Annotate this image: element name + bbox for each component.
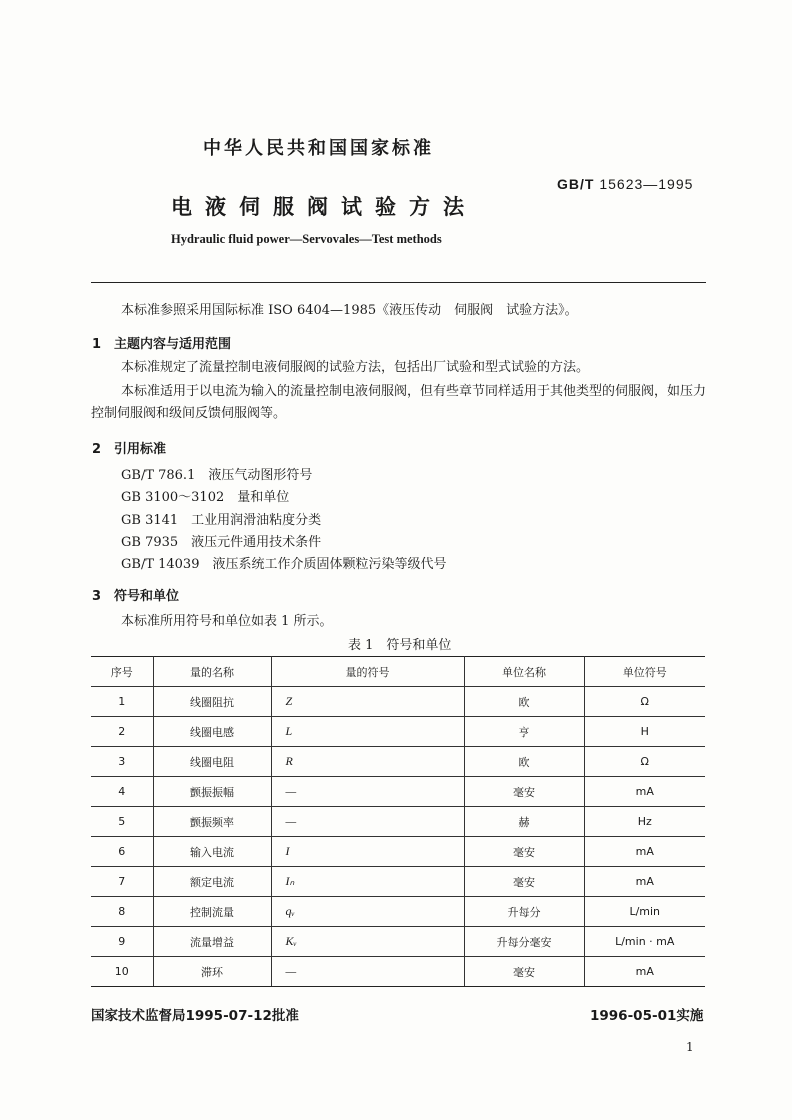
- cell-quantity: 颤振振幅: [153, 777, 271, 807]
- standard-number: [557, 176, 693, 192]
- table-row: [91, 777, 705, 807]
- cell-unit-name: 毫安: [464, 777, 584, 807]
- table-row: [91, 687, 705, 717]
- national-standard-heading: 中华人民共和国国家标准: [203, 138, 434, 159]
- cell-unit-symbol: Ω: [584, 747, 705, 777]
- cell-unit-name: 亨: [464, 717, 584, 747]
- section-1-number: 1: [92, 337, 102, 352]
- cell-unit-name: 欧: [464, 747, 584, 777]
- cell-unit-symbol: L/min · mA: [584, 927, 705, 957]
- cell-symbol: qᵥ: [271, 897, 464, 927]
- table-row: [91, 717, 705, 747]
- cell-unit-name: 毫安: [464, 957, 584, 987]
- symbols-units-table: [91, 656, 705, 987]
- reference-code: GB/T 14039: [121, 557, 200, 573]
- cell-no: 1: [91, 687, 153, 717]
- cell-symbol: —: [271, 777, 464, 807]
- section-1-paragraph-1: 本标准规定了流量控制电液伺服阀的试验方法，包括出厂试验和型式试验的方法。: [121, 360, 590, 375]
- cell-unit-name: 毫安: [464, 837, 584, 867]
- cell-quantity: 滞环: [153, 957, 271, 987]
- cell-no: 10: [91, 957, 153, 987]
- cell-unit-symbol: Ω: [584, 687, 705, 717]
- cell-no: 8: [91, 897, 153, 927]
- table-row: [91, 927, 705, 957]
- section-2-number: 2: [92, 442, 102, 457]
- cell-symbol: Kᵥ: [271, 927, 464, 957]
- section-3-heading: [92, 585, 179, 604]
- cell-no: 2: [91, 717, 153, 747]
- cell-unit-name: 升每分毫安: [464, 927, 584, 957]
- approval-line: 国家技术监督局1995-07-12批准: [91, 1008, 299, 1024]
- header-divider: [91, 282, 706, 283]
- cell-unit-symbol: Hz: [584, 807, 705, 837]
- table-row: [91, 957, 705, 987]
- reference-item: [121, 465, 447, 487]
- header-cell: 量的名称: [153, 657, 271, 687]
- document-title-cn: 电液伺服阀试验方法: [171, 195, 477, 219]
- page-number: 1: [686, 1040, 694, 1054]
- intro-paragraph: 本标准参照采用国际标准 ISO 6404—1985《液压传动 伺服阀 试验方法》。: [121, 303, 578, 318]
- reference-name: 工业用润滑油粘度分类: [191, 512, 322, 528]
- cell-no: 3: [91, 747, 153, 777]
- header-cell: 量的符号: [271, 657, 464, 687]
- reference-name: 量和单位: [237, 490, 290, 506]
- reference-code: GB 3100～3102: [121, 490, 225, 506]
- table-header-row: [91, 657, 705, 687]
- cell-quantity: 颤振频率: [153, 807, 271, 837]
- document-title-en: Hydraulic fluid power—Servovales—Test methods: [171, 232, 442, 246]
- section-3-title: 符号和单位: [114, 589, 180, 604]
- cell-quantity: 线圈电感: [153, 717, 271, 747]
- cell-quantity: 流量增益: [153, 927, 271, 957]
- cell-symbol: —: [271, 957, 464, 987]
- cell-no: 5: [91, 807, 153, 837]
- cell-unit-name: 赫: [464, 807, 584, 837]
- section-1-paragraph-2: 本标准适用于以电流为输入的流量控制电液伺服阀，但有些章节同样适用于其他类型的伺服阀，如压力控制伺服阀和级间反馈伺服阀等。: [91, 384, 707, 421]
- cell-symbol: Iₙ: [271, 867, 464, 897]
- reference-code: GB 7935: [121, 534, 179, 550]
- table-row: [91, 897, 705, 927]
- section-3-number: 3: [92, 589, 102, 604]
- cell-unit-symbol: mA: [584, 867, 705, 897]
- table-row: [91, 747, 705, 777]
- standard-number-value: 15623—1995: [599, 176, 694, 192]
- cell-no: 4: [91, 777, 153, 807]
- cell-quantity: 线圈电阻: [153, 747, 271, 777]
- section-1-heading: [92, 333, 231, 352]
- table-caption: 表 1 符号和单位: [348, 638, 452, 653]
- table-row: [91, 867, 705, 897]
- section-1-title: 主题内容与适用范围: [114, 337, 232, 352]
- cell-unit-name: 毫安: [464, 867, 584, 897]
- section-3-paragraph: 本标准所用符号和单位如表 1 所示。: [121, 614, 333, 629]
- table-row: [91, 837, 705, 867]
- reference-item: [121, 510, 447, 532]
- cell-no: 9: [91, 927, 153, 957]
- cell-unit-symbol: H: [584, 717, 705, 747]
- cell-unit-symbol: mA: [584, 777, 705, 807]
- cell-quantity: 线圈阻抗: [153, 687, 271, 717]
- cell-quantity: 控制流量: [153, 897, 271, 927]
- reference-item: [121, 554, 447, 576]
- reference-name: 液压元件通用技术条件: [191, 534, 322, 550]
- cell-no: 6: [91, 837, 153, 867]
- section-2-heading: [92, 438, 166, 457]
- cell-unit-symbol: mA: [584, 837, 705, 867]
- reference-code: GB/T 786.1: [121, 468, 196, 483]
- cell-quantity: 输入电流: [153, 837, 271, 867]
- header-cell: 单位名称: [464, 657, 584, 687]
- header-cell: 序号: [91, 657, 153, 687]
- reference-list: [121, 465, 447, 576]
- reference-name: 液压系统工作介质固体颗粒污染等级代号: [212, 557, 447, 573]
- reference-code: GB 3141: [121, 512, 179, 528]
- cell-symbol: —: [271, 807, 464, 837]
- header-cell: 单位符号: [584, 657, 705, 687]
- table-row: [91, 807, 705, 837]
- cell-symbol: Z: [271, 687, 464, 717]
- cell-unit-name: 欧: [464, 687, 584, 717]
- implementation-date: 1996-05-01实施: [590, 1008, 704, 1024]
- reference-item: [121, 487, 447, 509]
- standard-number-prefix: GB/T: [557, 176, 595, 192]
- cell-unit-name: 升每分: [464, 897, 584, 927]
- reference-name: 液压气动图形符号: [208, 468, 313, 483]
- cell-symbol: I: [271, 837, 464, 867]
- reference-item: [121, 532, 447, 554]
- cell-quantity: 额定电流: [153, 867, 271, 897]
- section-2-title: 引用标准: [114, 442, 167, 457]
- cell-unit-symbol: L/min: [584, 897, 705, 927]
- cell-symbol: R: [271, 747, 464, 777]
- cell-no: 7: [91, 867, 153, 897]
- cell-unit-symbol: mA: [584, 957, 705, 987]
- cell-symbol: L: [271, 717, 464, 747]
